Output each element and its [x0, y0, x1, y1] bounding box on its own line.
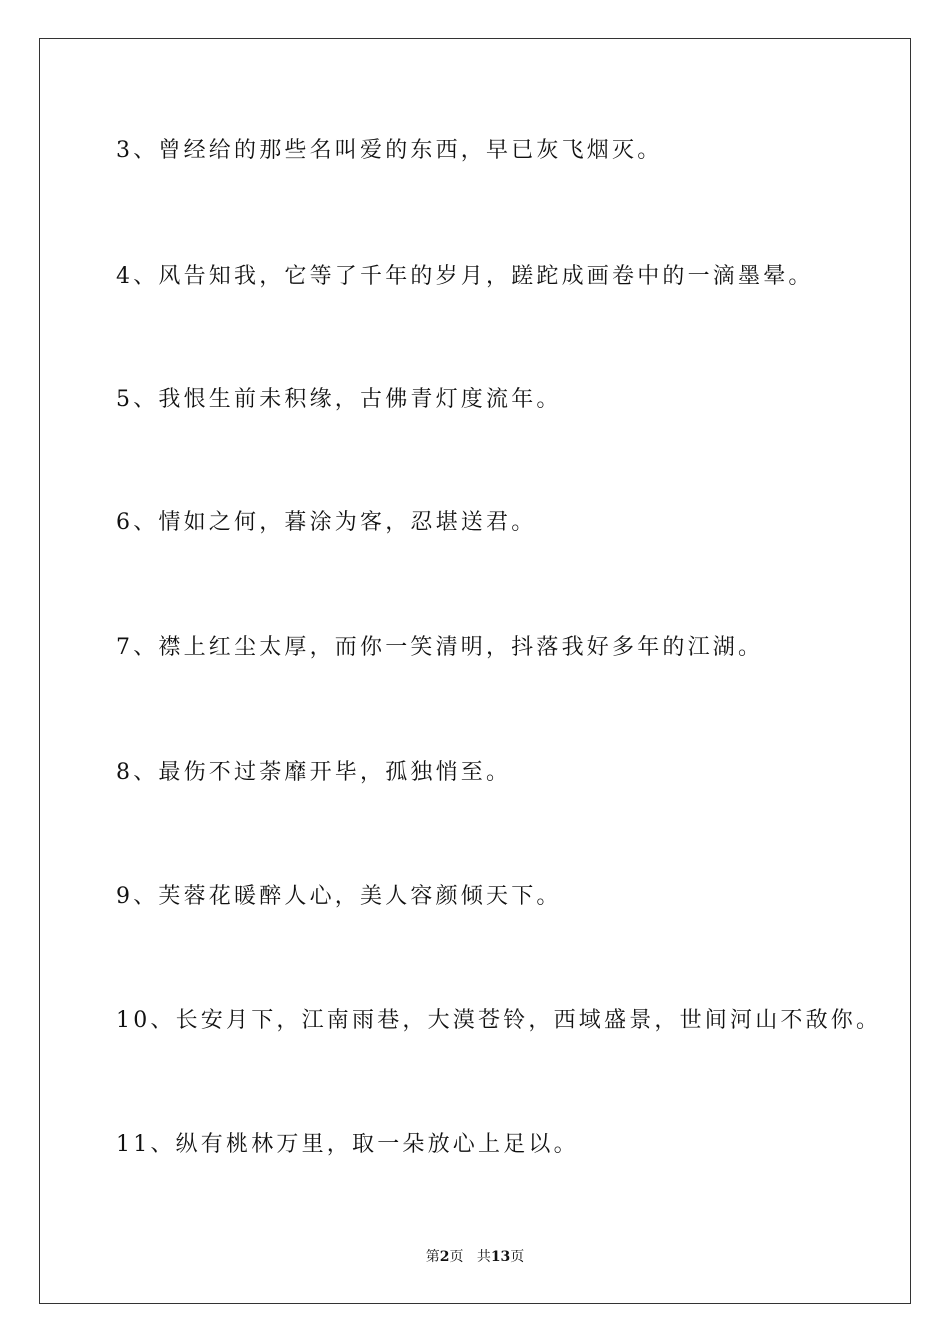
quote-line-4: 4、风告知我，它等了千年的岁月，蹉跎成画卷中的一滴墨晕。 [116, 264, 814, 289]
page-footer [0, 1247, 950, 1267]
page-prefix: 第 [425, 1249, 440, 1265]
current-page-number: 2 [439, 1249, 450, 1265]
quote-line-7: 7、襟上红尘太厚，而你一笑清明，抖落我好多年的江湖。 [116, 635, 764, 660]
quote-line-5: 5、我恨生前未积缘，古佛青灯度流年。 [116, 387, 562, 412]
total-pages-number: 13 [490, 1249, 511, 1265]
quote-line-9: 9、芙蓉花暖醉人心，美人容颜倾天下。 [116, 884, 562, 909]
quote-line-3: 3、曾经给的那些名叫爱的东西，早已灰飞烟灭。 [116, 138, 663, 163]
quote-line-10: 10、长安月下，江南雨巷，大漠苍铃，西域盛景，世间河山不敌你。 [116, 1008, 882, 1033]
quote-line-8: 8、最伤不过荼靡开毕，孤独悄至。 [116, 760, 512, 785]
quote-line-6: 6、情如之何，暮涂为客，忍堪送君。 [116, 510, 537, 535]
quote-line-11: 11、纵有桃林万里，取一朵放心上足以。 [116, 1132, 579, 1157]
total-suffix: 页 [510, 1249, 525, 1265]
page-suffix: 页 [449, 1249, 464, 1265]
page-border [39, 38, 911, 1304]
total-prefix: 共 [476, 1249, 491, 1265]
